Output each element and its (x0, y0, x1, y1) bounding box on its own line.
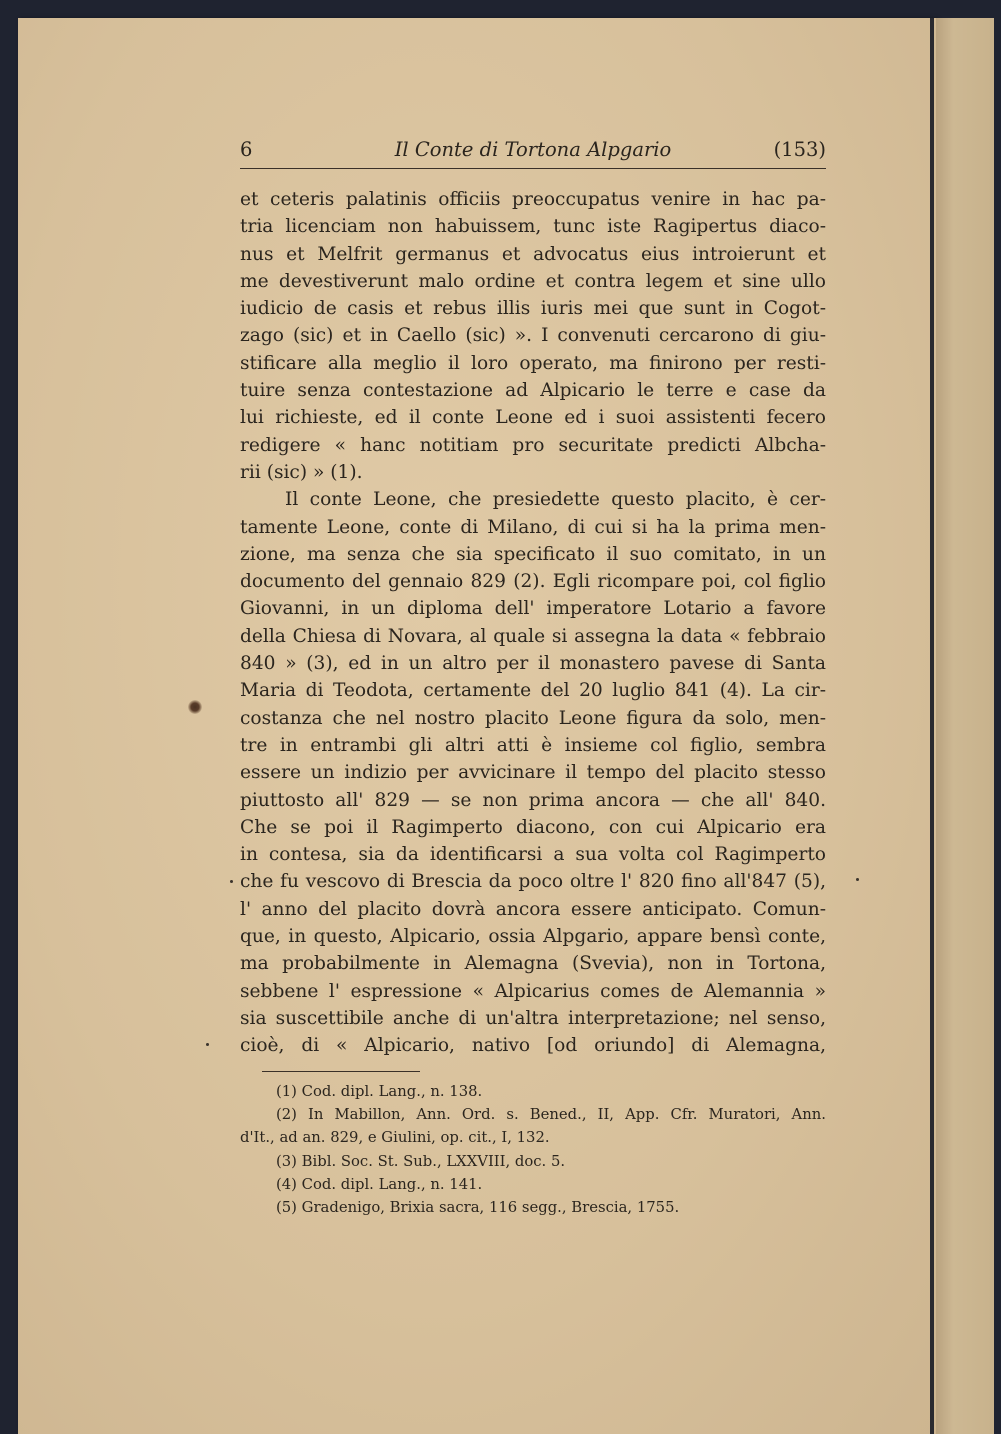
text-line: rii (sic) » (1). (240, 461, 363, 483)
speck (856, 878, 859, 881)
footnote: (5) Gradenigo, Brixia sacra, 116 segg., Brescia, 1755. (276, 1199, 680, 1217)
body-text (240, 186, 826, 1060)
page-gutter-line (930, 18, 934, 1434)
text-line: zione, ma senza che sia specificato il suo comitato, in un (240, 543, 826, 565)
speck (230, 880, 233, 883)
next-page-edge (936, 18, 994, 1434)
footnote: (1) Cod. dipl. Lang., n. 138. (276, 1083, 483, 1100)
text-line: ma probabilmente in Alemagna (Svevia), non in Tortona, (240, 953, 826, 975)
text-line: et ceteris palatinis officiis preoccupatus venire in hac pa- (240, 189, 826, 210)
text-line: lui richieste, ed il conte Leone ed i suoi assistenti fecero (240, 407, 826, 429)
text-line: sia suscettibile anche di un'altra interpretazione; nel senso, (240, 1007, 826, 1029)
text-line: nus et Melfrit germanus et advocatus eius introierunt et (240, 243, 826, 265)
text-line: l' anno del placito dovrà ancora essere anticipato. Comun- (240, 898, 826, 920)
running-header (240, 138, 826, 168)
footnote: (2) In Mabillon, Ann. Ord. s. Bened., II, App. Cfr. Muratori, Ann. (276, 1106, 826, 1124)
text-line: documento del gennaio 829 (2). Egli ricompare poi, col figlio (240, 571, 826, 593)
text-line: costanza che nel nostro placito Leone figura da solo, men- (240, 707, 826, 729)
text-line: redigere « hanc notitiam pro securitate predicti Albcha- (240, 434, 826, 456)
text-line: zago (sic) et in Caello (sic) ». I convenuti cercarono di giu- (240, 325, 826, 347)
section-number: (153) (773, 138, 826, 161)
text-line: piuttosto all' 829 — se non prima ancora — che all' 840. (240, 789, 826, 811)
text-line: me devestiverunt malo ordine et contra legem et sine ullo (240, 270, 826, 292)
footnote-rule (262, 1071, 420, 1072)
text-line: sebbene l' espressione « Alpicarius comes de Alemannia » (240, 980, 826, 1002)
text-line: tre in entrambi gli altri atti è insieme col figlio, sembra (240, 734, 826, 756)
text-line: tamente Leone, conte di Milano, di cui si ha la prima men- (240, 516, 826, 538)
footnote: (3) Bibl. Soc. St. Sub., LXXVIII, doc. 5. (276, 1152, 566, 1170)
text-line: Il conte Leone, che presiedette questo placito, è cer- (285, 489, 826, 511)
footnote-continuation: d'It., ad an. 829, e Giulini, op. cit., I, 132. (240, 1129, 550, 1147)
page-number: 6 (240, 138, 253, 161)
text-line: stificare alla meglio il loro operato, ma finirono per resti- (240, 352, 826, 374)
text-line: 840 » (3), ed in un altro per il monastero pavese di Santa (240, 653, 826, 675)
text-line: Che se poi il Ragimperto diacono, con cui Alpicario era (240, 816, 826, 838)
footnotes (240, 1080, 826, 1219)
ink-smudge (188, 700, 202, 714)
text-line: della Chiesa di Novara, al quale si assegna la data « febbraio (240, 625, 826, 647)
text-line: essere un indizio per avvicinare il tempo del placito stesso (240, 762, 826, 784)
running-title: Il Conte di Tortona Alpgario (394, 138, 672, 161)
text-line: che fu vescovo di Brescia da poco oltre l' 820 fino all'847 (5), (240, 871, 826, 893)
text-line: Giovanni, in un diploma dell' imperatore Lotario a favore (240, 598, 826, 620)
text-line: cioè, di « Alpicario, nativo [od oriundo] di Alemagna, (240, 1035, 826, 1057)
header-rule (240, 168, 826, 169)
footnote: (4) Cod. dipl. Lang., n. 141. (276, 1175, 483, 1193)
text-line: iudicio de casis et rebus illis iuris mei que sunt in Cogot- (240, 298, 826, 320)
text-line: tria licenciam non habuissem, tunc iste Ragipertus diaco- (240, 216, 826, 238)
text-line: tuire senza contestazione ad Alpicario le terre e case da (240, 380, 826, 402)
speck (206, 1043, 209, 1046)
text-line: que, in questo, Alpicario, ossia Alpgario, appare bensì conte, (240, 926, 826, 948)
text-line: in contesa, sia da identificarsi a sua volta col Ragimperto (240, 844, 826, 866)
text-line: Maria di Teodota, certamente del 20 luglio 841 (4). La cir- (240, 680, 826, 702)
